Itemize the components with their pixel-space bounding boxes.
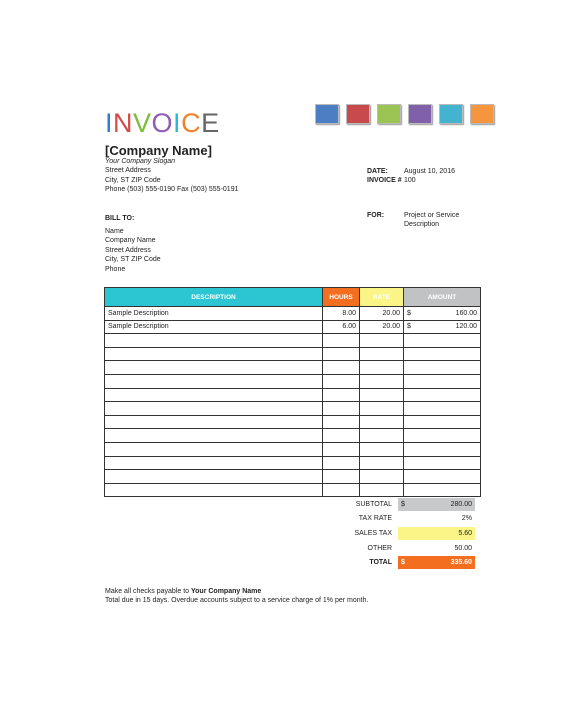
color-swatches: [315, 104, 494, 124]
row-rate: [360, 456, 404, 470]
for-value-line-1: Project or Service: [404, 212, 460, 219]
header-rate: RATE: [360, 288, 404, 307]
checks-payable-company: Your Company Name: [191, 588, 262, 595]
bill-to-line: Name: [105, 228, 124, 235]
invoice-title-letter: N: [113, 108, 134, 138]
row-amount: [404, 415, 481, 429]
row-rate: [360, 442, 404, 456]
row-amount: [404, 429, 481, 443]
totals-currency: $: [401, 559, 405, 567]
row-hours: [323, 483, 360, 497]
row-rate: 20.00: [360, 307, 404, 321]
row-hours: [323, 361, 360, 375]
totals-value: 280.00: [450, 500, 472, 508]
checks-payable-prefix: Make all checks payable to: [105, 588, 191, 595]
totals-label: OTHER: [367, 544, 392, 552]
row-amount: [404, 307, 481, 321]
row-amount: [404, 347, 481, 361]
totals-row: [325, 541, 475, 556]
row-description: [105, 483, 323, 497]
row-hours: 6.00: [323, 320, 360, 334]
table-row: [105, 483, 481, 497]
invoice-title-letter: E: [201, 108, 220, 138]
color-swatch: [377, 104, 401, 124]
row-description: [105, 388, 323, 402]
date-value: August 10, 2016: [404, 168, 455, 175]
table-row: [105, 456, 481, 470]
color-swatch: [439, 104, 463, 124]
row-amount: [404, 334, 481, 348]
row-rate: [360, 483, 404, 497]
for-label: FOR:: [367, 212, 385, 219]
row-description: [105, 415, 323, 429]
company-city: City, ST ZIP Code: [105, 176, 161, 184]
row-hours: [323, 415, 360, 429]
row-description: [105, 374, 323, 388]
row-rate: [360, 415, 404, 429]
bill-to-line: Phone: [105, 265, 126, 273]
table-row: [105, 470, 481, 484]
table-header-row: [105, 288, 481, 307]
row-hours: [323, 347, 360, 361]
invoice-title-letter: O: [151, 108, 174, 138]
company-phone-fax: Phone (503) 555-0190 Fax (503) 555-0191: [105, 186, 239, 194]
row-hours: [323, 334, 360, 348]
totals-value-cell: [398, 527, 475, 540]
table-row: [105, 347, 481, 361]
row-rate: [360, 347, 404, 361]
row-rate: [360, 334, 404, 348]
row-rate: [360, 402, 404, 416]
totals-value-cell: [398, 512, 475, 525]
totals-value: 5.60: [458, 529, 472, 537]
totals-row: [325, 555, 475, 570]
totals-value-cell: [398, 498, 475, 511]
payment-terms: [105, 587, 368, 606]
for-value: [404, 211, 459, 230]
bill-to-label: BILL TO:: [105, 215, 135, 222]
totals-row: [325, 497, 475, 512]
row-description: [105, 347, 323, 361]
row-amount-value: 160.00: [455, 309, 477, 317]
invoice-title: [105, 110, 220, 137]
row-description: [105, 470, 323, 484]
totals-label: TAX RATE: [358, 515, 392, 523]
invoice-meta: [367, 167, 455, 186]
for-block: [367, 211, 459, 230]
row-amount: [404, 388, 481, 402]
date-row: [367, 167, 455, 176]
bill-to-address: [105, 227, 161, 274]
table-row: [105, 334, 481, 348]
row-hours: [323, 388, 360, 402]
row-description: [105, 334, 323, 348]
row-currency: $: [407, 309, 411, 317]
row-description: [105, 442, 323, 456]
row-rate: [360, 429, 404, 443]
totals-currency: $: [401, 500, 405, 508]
bill-to-line: Company Name: [105, 237, 156, 245]
table-row: [105, 320, 481, 334]
row-amount: [404, 374, 481, 388]
totals-label: SALES TAX: [354, 529, 392, 537]
totals-value: 2%: [461, 515, 472, 523]
header-description: DESCRIPTION: [105, 288, 323, 307]
date-label: DATE:: [367, 168, 388, 175]
row-description: [105, 429, 323, 443]
totals-value: 50.00: [454, 544, 472, 552]
color-swatch: [470, 104, 494, 124]
row-description: Sample Description: [105, 320, 323, 334]
row-hours: [323, 429, 360, 443]
invoice-number-value: 100: [404, 177, 416, 185]
row-rate: [360, 388, 404, 402]
invoice-number-row: [367, 176, 455, 185]
invoice-title-letter: V: [133, 108, 152, 138]
totals-value-cell: [398, 542, 475, 555]
totals-row: [325, 526, 475, 541]
table-row: [105, 415, 481, 429]
row-amount: [404, 361, 481, 375]
totals-label: TOTAL: [369, 559, 392, 567]
row-amount: [404, 442, 481, 456]
for-value-line-2: Description: [404, 221, 440, 229]
totals-value-cell: [398, 556, 475, 569]
row-rate: 20.00: [360, 320, 404, 334]
row-amount: [404, 320, 481, 334]
row-description: Sample Description: [105, 307, 323, 321]
row-hours: [323, 470, 360, 484]
row-rate: [360, 361, 404, 375]
row-amount-value: 120.00: [455, 323, 477, 331]
invoice-title-letter: C: [181, 108, 202, 138]
table-row: [105, 307, 481, 321]
color-swatch: [346, 104, 370, 124]
row-hours: [323, 456, 360, 470]
table-row: [105, 388, 481, 402]
table-row: [105, 442, 481, 456]
company-address: [105, 157, 238, 195]
line-items-table: [104, 287, 481, 497]
row-description: [105, 456, 323, 470]
row-rate: [360, 374, 404, 388]
totals-block: [325, 497, 475, 570]
color-swatch: [408, 104, 432, 124]
row-hours: [323, 402, 360, 416]
row-rate: [360, 470, 404, 484]
row-description: [105, 361, 323, 375]
row-hours: [323, 442, 360, 456]
bill-to-line: City, ST ZIP Code: [105, 256, 161, 264]
company-street: Street Address: [105, 167, 151, 175]
row-amount: [404, 470, 481, 484]
company-slogan: Your Company Slogan: [105, 158, 176, 165]
totals-label: SUBTOTAL: [355, 500, 392, 508]
header-hours: HOURS: [323, 288, 360, 307]
totals-value: 335.60: [450, 559, 472, 567]
terms-line: Total due in 15 days. Overdue accounts subject to a service charge of 1% per month.: [105, 597, 369, 605]
company-name: [Company Name]: [105, 143, 212, 158]
checks-payable-line: [105, 587, 368, 596]
invoice-title-letter: I: [105, 108, 114, 138]
invoice-number-label: INVOICE #: [367, 177, 402, 185]
row-hours: 8.00: [323, 307, 360, 321]
table-row: [105, 429, 481, 443]
row-currency: $: [407, 323, 411, 331]
invoice-title-letter: I: [173, 108, 182, 138]
table-row: [105, 402, 481, 416]
header-amount: AMOUNT: [404, 288, 481, 307]
row-description: [105, 402, 323, 416]
table-row: [105, 361, 481, 375]
bill-to-line: Street Address: [105, 246, 151, 254]
row-amount: [404, 456, 481, 470]
totals-row: [325, 512, 475, 527]
color-swatch: [315, 104, 339, 124]
table-row: [105, 374, 481, 388]
row-amount: [404, 402, 481, 416]
row-amount: [404, 483, 481, 497]
row-hours: [323, 374, 360, 388]
